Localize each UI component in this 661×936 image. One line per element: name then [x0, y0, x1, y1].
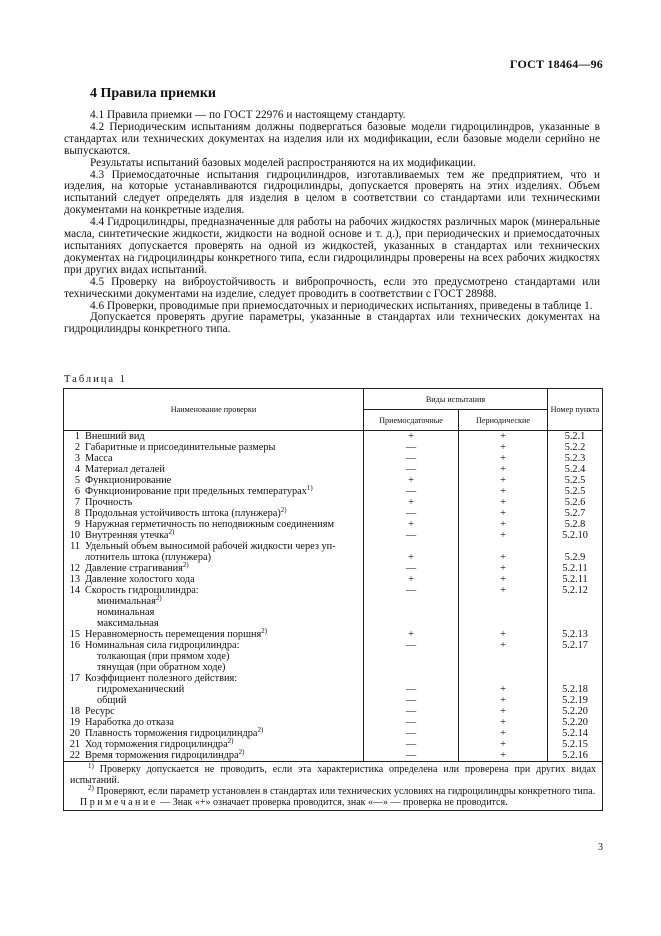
row-number: 15 — [64, 629, 84, 640]
note-label: Примечание — [80, 797, 158, 808]
periodic-mark: + — [459, 453, 548, 464]
table-row — [64, 585, 603, 596]
clause-number: 5.2.14 — [548, 728, 603, 739]
row-name: Номинальная сила гидроцилиндра: — [85, 640, 240, 651]
periodic-mark: + — [459, 717, 548, 728]
row-number: 14 — [64, 585, 84, 596]
acceptance-mark: — — [364, 706, 459, 717]
footnote — [70, 764, 596, 786]
row-name-cell — [83, 673, 364, 684]
row-name-cell — [83, 508, 364, 519]
header-acceptance: Приемосдаточные — [364, 410, 459, 431]
row-number: 13 — [64, 574, 84, 585]
footnote-ref: 2) — [168, 528, 175, 536]
clause-number: 5.2.7 — [548, 508, 603, 519]
table-row — [64, 706, 603, 717]
row-number — [64, 662, 84, 673]
table-row — [64, 750, 603, 762]
row-number: 16 — [64, 640, 84, 651]
row-name: минимальная — [97, 596, 156, 607]
paragraph: Результаты испытаний базовых моделей распространяются на их модификации. — [90, 156, 476, 169]
clause-number: 5.2.16 — [548, 750, 603, 762]
row-name: толкающая (при прямом ходе) — [97, 651, 230, 662]
clause-number: 5.2.13 — [548, 629, 603, 640]
periodic-mark: + — [459, 563, 548, 574]
periodic-mark: + — [459, 695, 548, 706]
paragraph: 4.4 Гидроцилиндры, предназначенные для работы на рабочих жидкостях различных марок (минеральные масла, синтетические жидкости, жидкости на водной основе и т. д.), при периодических и приемосдаточных испытаниях допускается проверять на одной из жидкостей, указанных в стандартах или технических документах на гидроцилиндры конкретного типа, если гидроцилиндры проверены на всех рабочих жидкостях при других видах испытаний. — [64, 216, 600, 276]
row-name: Габаритные и присоединительные размеры — [85, 442, 276, 453]
row-number: 18 — [64, 706, 84, 717]
row-name-cell — [83, 640, 364, 651]
table-row — [64, 607, 603, 618]
row-name: Функционирование — [85, 475, 172, 486]
paragraph: 4.3 Приемосдаточные испытания гидроцилиндров, изготавливаемых тем же предприятием, что и изделия, на которые устанавливаются гидроцилиндры, допускается проверять на этих изделиях. Объем испытаний следует определять для изделия в целом в соответствии со стандартами или техническими документами на конкретные изделия. — [64, 168, 600, 217]
clause-number: 5.2.6 — [548, 497, 603, 508]
row-name-cell — [83, 475, 364, 486]
acceptance-mark: + — [364, 629, 459, 640]
clause-number: 5.2.20 — [548, 706, 603, 717]
clause-number: 5.2.9 — [548, 552, 603, 563]
footnote-ref: 2) — [155, 594, 162, 602]
row-name: Давление страгивания — [85, 563, 183, 574]
clause-number: 5.2.5 — [548, 486, 603, 497]
row-name: Материал деталей — [85, 464, 165, 475]
table-row — [64, 464, 603, 475]
table-row — [64, 530, 603, 541]
clause-number: 5.2.4 — [548, 464, 603, 475]
row-number: 11 — [64, 541, 84, 552]
periodic-mark: + — [459, 552, 548, 563]
row-number: 5 — [64, 475, 84, 486]
row-number: 2 — [64, 442, 84, 453]
footnote — [70, 786, 596, 797]
table-row — [64, 541, 603, 552]
clause-number: 5.2.11 — [548, 563, 603, 574]
acceptance-mark: + — [364, 519, 459, 530]
clause-number — [548, 673, 603, 684]
periodic-mark — [459, 541, 548, 552]
acceptance-mark: + — [364, 431, 459, 443]
table-row — [64, 442, 603, 453]
footnote-text: Проверку допускается не проводить, если эта характеристика определена или проверена при других видах испытаний. — [70, 764, 597, 786]
row-number: 1 — [64, 431, 84, 443]
footnote-ref: 2) — [227, 737, 234, 745]
table-row — [64, 453, 603, 464]
row-name: Прочность — [85, 497, 133, 508]
acceptance-mark: — — [364, 695, 459, 706]
row-name: Давление холостого хода — [85, 574, 195, 585]
row-name-cell — [83, 574, 364, 585]
row-number — [64, 651, 84, 662]
row-name-cell — [83, 750, 364, 762]
periodic-mark: + — [459, 739, 548, 750]
table-row — [64, 640, 603, 651]
checks-table — [63, 388, 603, 762]
clause-number: 5.2.10 — [548, 530, 603, 541]
row-name: Наружная герметичность по неподвижным соединениям — [85, 519, 335, 530]
row-name: Плавность торможения гидроцилиндра — [85, 728, 258, 739]
row-number — [64, 618, 84, 629]
row-name: гидромеханический — [97, 684, 185, 695]
periodic-mark: + — [459, 684, 548, 695]
table-row — [64, 497, 603, 508]
row-name-cell — [83, 618, 364, 629]
acceptance-mark: — — [364, 563, 459, 574]
periodic-mark: + — [459, 519, 548, 530]
header-name: Наименование проверки — [64, 389, 364, 431]
table-row — [64, 508, 603, 519]
table-row — [64, 486, 603, 497]
row-number: 12 — [64, 563, 84, 574]
table-row — [64, 662, 603, 673]
clause-number: 5.2.20 — [548, 717, 603, 728]
standard-code: ГОСТ 18464—96 — [509, 57, 603, 71]
row-number — [64, 684, 84, 695]
footnote-ref: 2) — [280, 506, 287, 514]
section-title: 4 Правила приемки — [90, 86, 216, 101]
row-name-cell — [83, 519, 364, 530]
clause-number — [548, 541, 603, 552]
row-name-cell — [83, 563, 364, 574]
clause-number — [548, 662, 603, 673]
row-name-cell — [83, 530, 364, 541]
periodic-mark: + — [459, 475, 548, 486]
row-name-cell — [83, 453, 364, 464]
row-name-cell — [83, 541, 364, 552]
periodic-mark — [459, 618, 548, 629]
note-text: — Знак «+» означает проверка проводится, знак «—» — проверка не проводится. — [160, 797, 508, 808]
row-name-cell — [83, 585, 364, 596]
table-note — [70, 797, 596, 808]
acceptance-mark — [364, 662, 459, 673]
row-name-cell — [83, 497, 364, 508]
clause-number: 5.2.3 — [548, 453, 603, 464]
periodic-mark: + — [459, 629, 548, 640]
acceptance-mark — [364, 596, 459, 607]
row-name: Коэффициент полезного действия: — [85, 673, 238, 684]
acceptance-mark: — — [364, 508, 459, 519]
row-number: 9 — [64, 519, 84, 530]
acceptance-mark: — — [364, 585, 459, 596]
row-name-cell — [83, 662, 364, 673]
clause-number: 5.2.19 — [548, 695, 603, 706]
periodic-mark — [459, 607, 548, 618]
row-name: Внутренняя утечка — [85, 530, 169, 541]
row-number: 20 — [64, 728, 84, 739]
acceptance-mark: + — [364, 552, 459, 563]
acceptance-mark: — — [364, 530, 459, 541]
footnote-mark: 1) — [88, 762, 94, 770]
acceptance-mark — [364, 673, 459, 684]
table-row — [64, 629, 603, 640]
row-name-cell — [83, 431, 364, 443]
periodic-mark: + — [459, 464, 548, 475]
row-name-cell — [83, 728, 364, 739]
acceptance-mark: — — [364, 717, 459, 728]
row-name: Ход торможения гидроцилиндра — [85, 739, 228, 750]
acceptance-mark: + — [364, 497, 459, 508]
acceptance-mark: + — [364, 475, 459, 486]
row-name: общий — [97, 695, 127, 706]
row-number: 22 — [64, 750, 84, 762]
row-name-cell — [83, 607, 364, 618]
periodic-mark: + — [459, 442, 548, 453]
periodic-mark: + — [459, 497, 548, 508]
row-number: 6 — [64, 486, 84, 497]
row-name: Продольная устойчивость штока (плунжера) — [85, 508, 281, 519]
periodic-mark: + — [459, 574, 548, 585]
row-name-cell — [83, 684, 364, 695]
clause-number: 5.2.1 — [548, 431, 603, 443]
table-caption: Таблица 1 — [64, 374, 127, 385]
paragraph: 4.5 Проверку на виброустойчивость и вибропрочность, если это предусмотрено стандартами или техническими документами на изделие, следует проводить в соответствии с ГОСТ 28988. — [64, 275, 600, 300]
clause-number — [548, 596, 603, 607]
row-number: 19 — [64, 717, 84, 728]
row-name: Удельный объем выносимой рабочей жидкости через уп- — [85, 541, 336, 552]
clause-number: 5.2.2 — [548, 442, 603, 453]
footnote-ref: 2) — [261, 627, 268, 635]
acceptance-mark: — — [364, 750, 459, 762]
paragraph: 4.1 Правила приемки — по ГОСТ 22976 и настоящему стандарту. — [90, 109, 406, 121]
row-number: 10 — [64, 530, 84, 541]
row-name: Масса — [85, 453, 113, 464]
row-name: максимальная — [97, 618, 159, 629]
table-row — [64, 673, 603, 684]
row-name: Неравномерность перемещения поршня — [85, 629, 262, 640]
row-name: Время торможения гидроцилиндра — [85, 750, 239, 761]
acceptance-mark: — — [364, 739, 459, 750]
periodic-mark: + — [459, 728, 548, 739]
row-name-cell — [83, 739, 364, 750]
header-clause: Номер пункта — [548, 389, 603, 431]
acceptance-mark: — — [364, 486, 459, 497]
clause-number — [548, 607, 603, 618]
row-name-cell — [83, 596, 364, 607]
table-row — [64, 475, 603, 486]
table-row — [64, 618, 603, 629]
acceptance-mark: — — [364, 464, 459, 475]
table-row — [64, 519, 603, 530]
row-name-cell — [83, 552, 364, 563]
row-number: 3 — [64, 453, 84, 464]
clause-number — [548, 618, 603, 629]
periodic-mark: + — [459, 640, 548, 651]
clause-number: 5.2.5 — [548, 475, 603, 486]
row-number — [64, 607, 84, 618]
acceptance-mark: — — [364, 684, 459, 695]
paragraph: Допускается проверять другие параметры, указанные в стандартах или технических документах на гидроцилиндры конкретного типа. — [64, 311, 600, 336]
table-row — [64, 574, 603, 585]
row-name-cell — [83, 651, 364, 662]
table-row — [64, 552, 603, 563]
table-footnotes — [63, 762, 603, 811]
footnote-ref: 1) — [306, 484, 313, 492]
periodic-mark: + — [459, 706, 548, 717]
header-periodic: Периодические — [459, 410, 548, 431]
row-number: 17 — [64, 673, 84, 684]
periodic-mark: + — [459, 508, 548, 519]
row-number — [64, 695, 84, 706]
row-number: 7 — [64, 497, 84, 508]
periodic-mark — [459, 651, 548, 662]
paragraph: 4.2 Периодическим испытаниям должны подвергаться базовые модели гидроцилиндров, указанные в стандартах или технических документах на изделия или их модификации, если базовые модели серийно не выпускаются. — [64, 120, 600, 157]
row-name-cell — [83, 717, 364, 728]
table-row — [64, 563, 603, 574]
periodic-mark — [459, 596, 548, 607]
header-types: Виды испытания — [364, 389, 548, 410]
table-row — [64, 695, 603, 706]
row-name: номинальная — [97, 607, 155, 618]
table-row — [64, 684, 603, 695]
periodic-mark: + — [459, 431, 548, 443]
periodic-mark — [459, 673, 548, 684]
row-number: 4 — [64, 464, 84, 475]
row-name: Функционирование при предельных температурах — [85, 486, 307, 497]
row-name: Скорость гидроцилиндра: — [85, 585, 199, 596]
acceptance-mark: — — [364, 453, 459, 464]
footnote-mark: 2) — [88, 784, 94, 792]
row-name-cell — [83, 706, 364, 717]
clause-number — [548, 651, 603, 662]
footnote-ref: 2) — [257, 726, 264, 734]
periodic-mark: + — [459, 530, 548, 541]
clause-number: 5.2.11 — [548, 574, 603, 585]
clause-number: 5.2.18 — [548, 684, 603, 695]
acceptance-mark — [364, 618, 459, 629]
periodic-mark: + — [459, 486, 548, 497]
clause-number: 5.2.15 — [548, 739, 603, 750]
periodic-mark: + — [459, 585, 548, 596]
row-number — [64, 552, 84, 563]
footnote-ref: 2) — [238, 748, 245, 756]
acceptance-mark: — — [364, 442, 459, 453]
footnote-ref: 2) — [182, 561, 189, 569]
paragraph: 4.6 Проверки, проводимые при приемосдаточных и периодических испытаниях, приведены в таблице 1. — [90, 299, 593, 312]
body-text — [64, 110, 600, 336]
clause-number: 5.2.17 — [548, 640, 603, 651]
row-name-cell — [83, 695, 364, 706]
table-wrapper — [63, 388, 603, 811]
row-name: Внешний вид — [85, 431, 145, 442]
table-row — [64, 431, 603, 443]
footnote-text: Проверяют, если параметр установлен в стандартах или технических условиях на гидроцилиндры конкретного типа. — [96, 786, 596, 797]
row-name: Наработка до отказа — [85, 717, 174, 728]
row-name: Ресурс — [85, 706, 115, 717]
row-name-cell — [83, 629, 364, 640]
table-row — [64, 728, 603, 739]
acceptance-mark: + — [364, 574, 459, 585]
table-row — [64, 596, 603, 607]
row-name-cell — [83, 486, 364, 497]
row-name: тянущая (при обратном ходе) — [97, 662, 226, 673]
row-name-cell — [83, 464, 364, 475]
table-row — [64, 717, 603, 728]
clause-number: 5.2.12 — [548, 585, 603, 596]
row-number — [64, 596, 84, 607]
page-number: 3 — [598, 842, 603, 853]
periodic-mark — [459, 662, 548, 673]
row-name: лотнитель штока (плунжера) — [85, 552, 212, 563]
acceptance-mark: — — [364, 640, 459, 651]
table-row — [64, 651, 603, 662]
row-name-cell — [83, 442, 364, 453]
acceptance-mark: — — [364, 728, 459, 739]
acceptance-mark — [364, 651, 459, 662]
periodic-mark: + — [459, 750, 548, 762]
table-row — [64, 739, 603, 750]
clause-number: 5.2.8 — [548, 519, 603, 530]
row-number: 21 — [64, 739, 84, 750]
acceptance-mark — [364, 607, 459, 618]
row-number: 8 — [64, 508, 84, 519]
acceptance-mark — [364, 541, 459, 552]
